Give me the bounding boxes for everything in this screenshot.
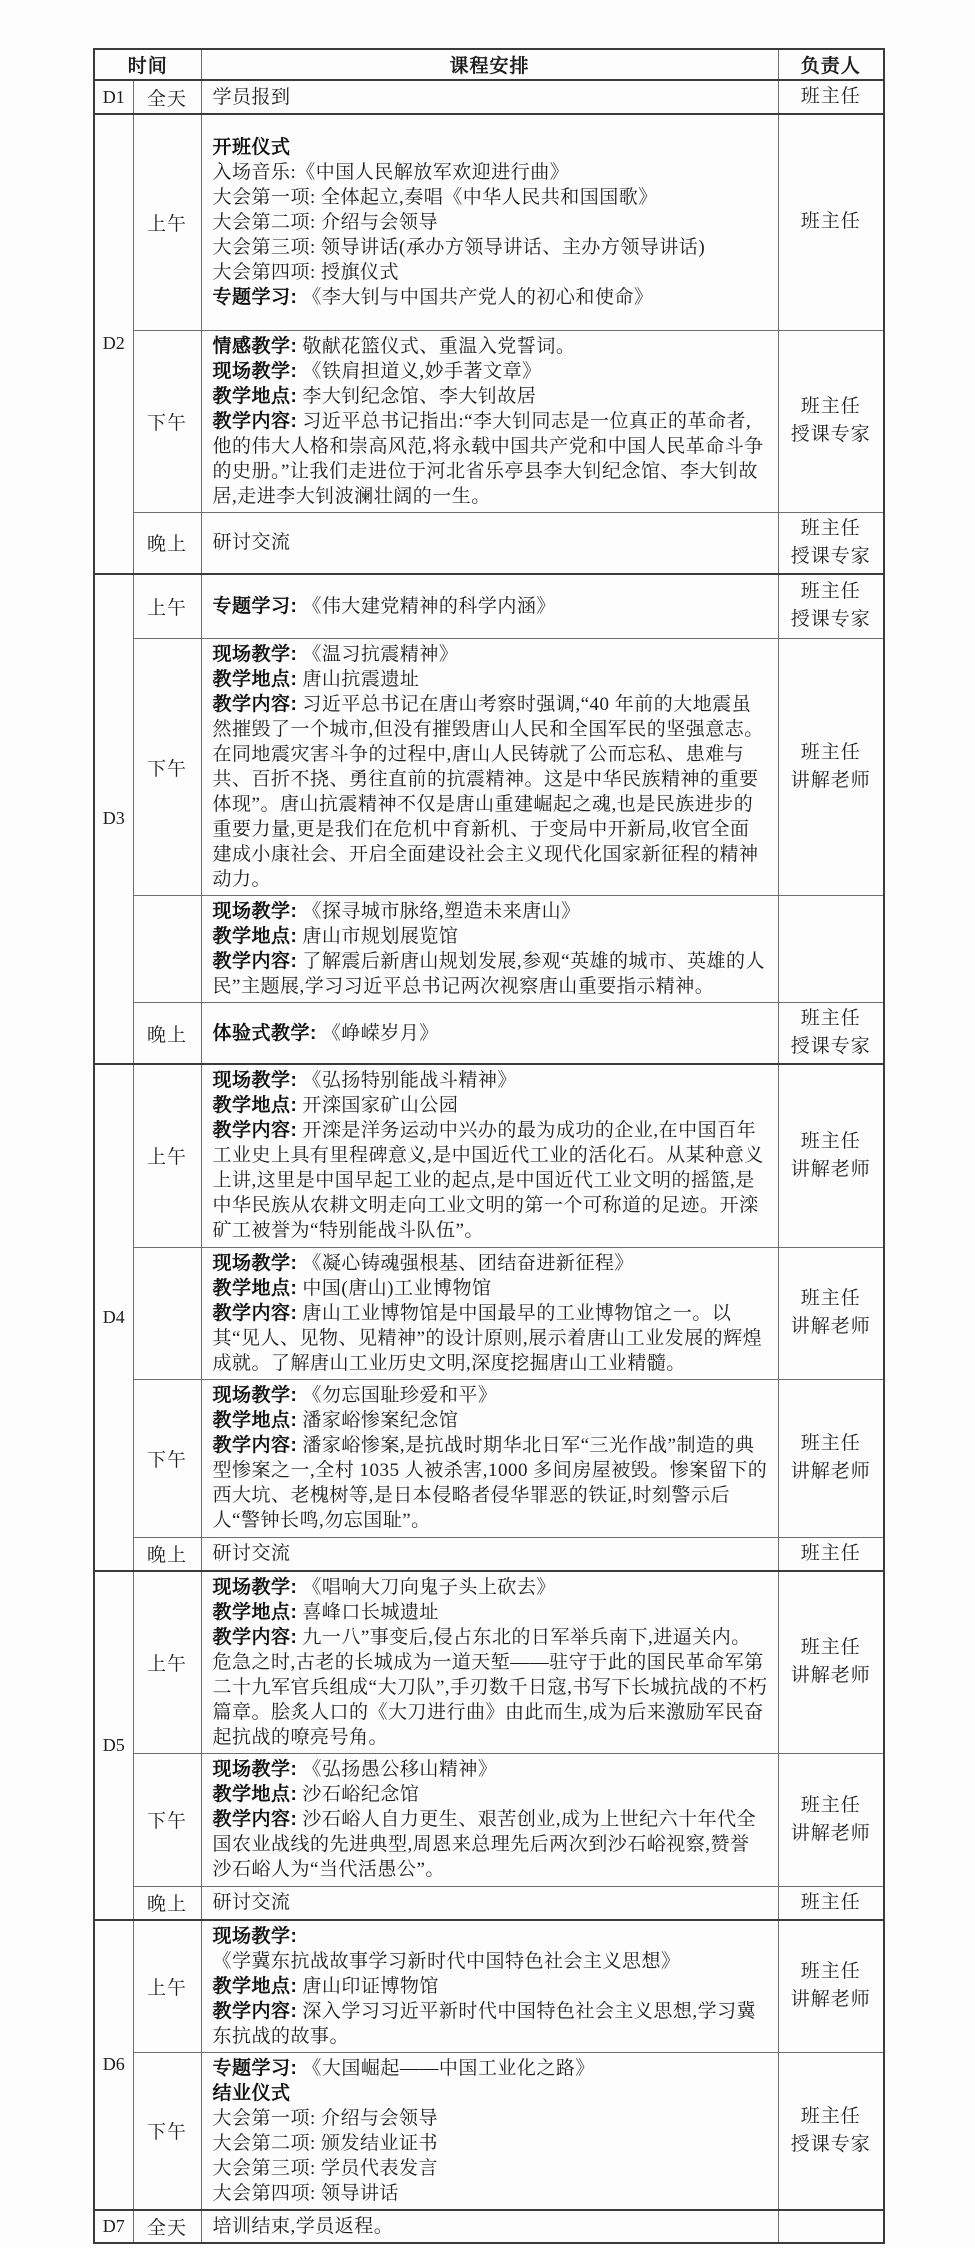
course-line [213, 1068, 768, 1093]
table-row [94, 1571, 884, 1754]
table-row [94, 1247, 884, 1379]
course-label: 教学内容: [212, 2000, 298, 2022]
course-line [213, 185, 768, 210]
table-row [94, 639, 884, 896]
course-line [213, 160, 768, 185]
manager-line: 班主任 [800, 517, 861, 539]
manager-line: 讲解老师 [790, 1989, 871, 2010]
course-label: 教学内容: [212, 951, 298, 972]
course-line [213, 1251, 768, 1276]
course-text: 唐山印证博物馆 [302, 1975, 439, 1997]
course-label: 教学内容: [212, 1809, 298, 1830]
course-cell [201, 639, 778, 896]
course-label: 教学内容: [212, 1626, 298, 1648]
course-line [213, 2081, 768, 2106]
course-text: 《弘扬特别能战斗精神》 [302, 1070, 517, 1092]
time-cell: 上午 [133, 1064, 201, 1247]
time-cell: 上午 [133, 114, 201, 330]
course-text: 习近平总书记指出:“李大钊同志是一位真正的革命者,他的伟大人格和崇高风范,将永载中国共产党和中国人民革命斗争的史册。”让我们走进位于河北省乐亭县李大钊纪念馆、李大钊故居,走进李大钊波澜壮阔的一生。 [212, 410, 764, 507]
manager-cell [778, 1753, 884, 1886]
course-text: 《伟大建党精神的科学内涵》 [302, 595, 556, 617]
course-text: 研讨交流 [212, 1543, 291, 1564]
time-cell: 下午 [133, 1753, 201, 1886]
course-line [213, 1924, 768, 1974]
course-line [213, 2156, 768, 2181]
course-line [213, 2056, 768, 2081]
course-label: 现场教学: [212, 901, 298, 922]
course-label: 教学地点: [212, 926, 298, 947]
course-label: 开班仪式 [212, 136, 291, 158]
manager-line: 班主任 [800, 1008, 861, 1029]
course-line [213, 1541, 768, 1566]
schedule-table [93, 48, 885, 2244]
course-label: 教学内容: [212, 1302, 298, 1324]
course-line [213, 85, 768, 110]
manager-line: 班主任 [800, 396, 861, 417]
course-line [213, 1600, 768, 1625]
course-text: 大会第三项: 学员代表发言 [212, 2157, 439, 2179]
course-line [213, 260, 768, 285]
manager-line: 班主任 [800, 1794, 861, 1816]
manager-cell [778, 1537, 884, 1571]
course-line [213, 1890, 768, 1915]
course-text: 《探寻城市脉络,塑造未来唐山》 [302, 901, 581, 922]
course-label: 教学地点: [212, 1095, 298, 1117]
course-label: 教学地点: [212, 1410, 298, 1431]
table-row [94, 896, 884, 1003]
manager-line: 班主任 [800, 742, 861, 763]
col-header-time: 时间 [94, 49, 201, 80]
manager-line: 班主任 [800, 581, 861, 603]
course-label: 现场教学: [212, 1070, 298, 1092]
manager-line: 授课专家 [790, 545, 871, 567]
course-cell [201, 1247, 778, 1379]
course-cell [201, 1571, 778, 1754]
course-text: 入场音乐:《中国人民解放军欢迎进行曲》 [212, 161, 570, 183]
day-cell: D1 [94, 80, 133, 114]
course-label: 教学地点: [212, 1277, 298, 1299]
time-cell: 下午 [133, 1379, 201, 1537]
course-text: 唐山市规划展览馆 [302, 926, 459, 947]
course-cell [201, 1064, 778, 1247]
course-text: 大会第一项: 全体起立,奏唱《中华人民共和国国歌》 [212, 186, 658, 208]
course-line [213, 1625, 768, 1750]
time-cell: 上午 [133, 574, 201, 639]
course-line [213, 334, 768, 359]
day-cell: D3 [94, 574, 133, 1065]
course-line [213, 1301, 768, 1376]
manager-line: 班主任 [800, 1288, 861, 1309]
course-cell [201, 1537, 778, 1571]
course-label: 教学地点: [212, 1784, 298, 1805]
course-cell [201, 1753, 778, 1886]
day-cell: D5 [94, 1571, 133, 1920]
course-line [213, 692, 768, 892]
course-cell [201, 1920, 778, 2053]
course-label: 现场教学: [212, 644, 298, 665]
course-line [213, 1433, 768, 1533]
course-label: 专题学习: [212, 286, 298, 308]
manager-line: 讲解老师 [790, 1158, 871, 1180]
time-cell: 下午 [133, 639, 201, 896]
course-label: 教学内容: [212, 1435, 298, 1456]
time-cell: 下午 [133, 330, 201, 512]
manager-cell [778, 1379, 884, 1537]
table-row [94, 1537, 884, 1571]
manager-cell [778, 2052, 884, 2210]
table-row [94, 2052, 884, 2210]
course-cell [201, 2210, 778, 2243]
course-text: 唐山抗震遗址 [302, 669, 420, 690]
manager-cell [778, 1920, 884, 2053]
course-label: 体验式教学: [212, 1022, 317, 1044]
course-label: 现场教学: [212, 1576, 298, 1598]
course-text: 中国(唐山)工业博物馆 [302, 1277, 492, 1299]
course-text: 李大钊纪念馆、李大钊故居 [302, 385, 537, 407]
course-cell [201, 1379, 778, 1537]
course-label: 教学地点: [212, 1975, 298, 1997]
course-line [213, 2214, 768, 2239]
course-line [213, 1093, 768, 1118]
course-line [213, 667, 768, 692]
course-line [213, 949, 768, 999]
course-line [213, 359, 768, 384]
manager-line: 讲解老师 [790, 770, 871, 791]
manager-cell [778, 1003, 884, 1065]
course-line [213, 409, 768, 509]
table-row [94, 2210, 884, 2243]
course-line [213, 2181, 768, 2206]
course-label: 现场教学: [212, 1759, 298, 1780]
course-line [213, 1118, 768, 1243]
course-line [213, 285, 768, 310]
course-line [213, 642, 768, 667]
manager-cell [778, 574, 884, 639]
manager-cell [778, 512, 884, 574]
course-text: 《勿忘国耻珍爱和平》 [302, 1385, 498, 1406]
manager-line: 班主任 [800, 86, 861, 107]
course-text: 《峥嵘岁月》 [321, 1022, 439, 1044]
manager-cell [778, 1064, 884, 1247]
course-label: 教学地点: [212, 1601, 298, 1623]
course-line [213, 1276, 768, 1301]
course-text: 唐山工业博物馆是中国最早的工业博物馆之一。以其“见人、见物、见精神”的设计原则,展示着唐山工业发展的辉煌成就。了解唐山工业历史文明,深度挖掘唐山工业精髓。 [212, 1302, 763, 1374]
table-row [94, 1753, 884, 1886]
time-cell: 下午 [133, 2052, 201, 2210]
manager-line: 讲解老师 [790, 1316, 871, 1337]
course-line [213, 2131, 768, 2156]
course-text: 《弘扬愚公移山精神》 [302, 1759, 498, 1780]
manager-cell [778, 330, 884, 512]
course-cell [201, 2052, 778, 2210]
table-row [94, 574, 884, 639]
manager-cell [778, 1886, 884, 1920]
manager-line: 班主任 [800, 1433, 861, 1454]
course-text: 大会第二项: 颁发结业证书 [212, 2132, 439, 2154]
course-line [213, 2106, 768, 2131]
course-label: 教学内容: [212, 410, 298, 432]
course-line [213, 1021, 768, 1046]
course-label: 专题学习: [212, 2057, 298, 2079]
course-line [213, 1807, 768, 1882]
course-cell [201, 512, 778, 574]
day-cell: D4 [94, 1064, 133, 1571]
course-text: 了解震后新唐山规划发展,参观“英雄的城市、英雄的人民”主题展,学习习近平总书记两次视察唐山重要指示精神。 [212, 951, 766, 997]
manager-line: 班主任 [800, 2105, 861, 2127]
course-line [213, 1383, 768, 1408]
manager-cell [778, 1571, 884, 1754]
manager-cell [778, 114, 884, 330]
time-cell [133, 896, 201, 1003]
course-text: 大会第四项: 领导讲话 [212, 2182, 400, 2204]
course-text: 《温习抗震精神》 [302, 644, 459, 665]
course-label: 教学地点: [212, 669, 298, 690]
course-text: 开滦国家矿山公园 [302, 1095, 459, 1117]
manager-line: 授课专家 [790, 2133, 871, 2155]
course-line [213, 594, 768, 619]
course-cell [201, 574, 778, 639]
course-line [213, 1999, 768, 2049]
manager-line: 班主任 [800, 1542, 861, 1564]
course-text: 敬献花篮仪式、重温入党誓词。 [302, 335, 576, 357]
course-text: 《学冀东抗战故事学习新时代中国特色社会主义思想》 [212, 1950, 681, 1972]
manager-line: 班主任 [800, 1891, 861, 1913]
time-cell: 晚上 [133, 1003, 201, 1065]
course-cell [201, 1886, 778, 1920]
course-line [213, 1757, 768, 1782]
time-cell: 上午 [133, 1571, 201, 1754]
course-text: 研讨交流 [212, 1892, 291, 1913]
manager-line: 班主任 [800, 1130, 861, 1152]
time-cell [133, 1247, 201, 1379]
course-text: 深入学习习近平新时代中国特色社会主义思想,学习冀东抗战的故事。 [212, 2000, 757, 2047]
course-line [213, 899, 768, 924]
manager-line: 班主任 [800, 1961, 861, 1982]
course-text: 沙石峪人自力更生、艰苦创业,成为上世纪六十年代全国农业战线的先进典型,周恩来总理先后两次到沙石峪视察,赞誉沙石峪人为“当代活愚公”。 [212, 1809, 757, 1880]
course-cell [201, 330, 778, 512]
course-cell [201, 1003, 778, 1065]
manager-line: 讲解老师 [790, 1665, 871, 1686]
course-line [213, 210, 768, 235]
course-cell [201, 896, 778, 1003]
course-text: 学员报到 [212, 86, 291, 108]
course-line [213, 924, 768, 949]
course-text: 《凝心铸魂强根基、团结奋进新征程》 [302, 1252, 634, 1274]
time-cell: 晚上 [133, 512, 201, 574]
course-text: 大会第四项: 授旗仪式 [212, 261, 400, 283]
day-cell: D7 [94, 2210, 133, 2243]
course-text: 《大国崛起——中国工业化之路》 [302, 2057, 595, 2079]
course-text: 习近平总书记在唐山考察时强调,“40 年前的大地震虽然摧毁了一个城市,但没有摧毁唐山人民和全国军民的坚强意志。在同地震灾害斗争的过程中,唐山人民铸就了公而忘私、患难与共、百折不挠、勇往直前的抗震精神。这是中华民族精神的重要体现”。唐山抗震精神不仅是唐山重建崛起之魂,也是民族进步的重要力量,更是我们在危机中育新机、于变局中开新局,收官全面建成小康社会、开启全面建设社会主义现代化国家新征程的精神动力。 [212, 694, 764, 890]
course-cell [201, 80, 778, 114]
manager-line: 讲解老师 [790, 1461, 871, 1482]
manager-cell [778, 2210, 884, 2243]
table-row [94, 1064, 884, 1247]
course-text: 九一八”事变后,侵占东北的日军举兵南下,进逼关内。危急之时,古老的长城成为一道天堑——驻守于此的国民革命军第二十九军官兵组成“大刀队”,手刃数千日寇,书写下长城抗战的不朽篇章。脍炙人口的《大刀进行曲》由此而生,成为后来激励军民奋起抗战的嘹亮号角。 [212, 1626, 768, 1748]
course-line [213, 1974, 768, 1999]
course-text: 开滦是洋务运动中兴办的最为成功的企业,在中国百年工业史上具有里程碑意义,是中国近代工业的活化石。从某种意义上讲,这里是中国早起工业的起点,是中国近代工业文明的摇篮,是中华民族从农耕文明走向工业文明的第一个可称道的足迹。开滦矿工被誉为“特别能战斗队伍”。 [212, 1120, 764, 1242]
course-cell [201, 114, 778, 330]
course-line [213, 235, 768, 260]
course-text: 大会第三项: 领导讲话(承办方领导讲话、主办方领导讲话) [212, 236, 706, 258]
table-row [94, 330, 884, 512]
table-row [94, 1003, 884, 1065]
time-cell: 上午 [133, 1920, 201, 2053]
table-row [94, 80, 884, 114]
time-cell: 晚上 [133, 1886, 201, 1920]
manager-line: 授课专家 [790, 1036, 871, 1057]
course-text: 大会第一项: 介绍与会领导 [212, 2107, 439, 2129]
manager-cell [778, 639, 884, 896]
time-cell: 全天 [133, 2210, 201, 2243]
time-cell: 晚上 [133, 1537, 201, 1571]
course-line [213, 135, 768, 160]
course-line [213, 1575, 768, 1600]
course-label: 教学地点: [212, 385, 298, 407]
table-row [94, 1886, 884, 1920]
manager-line: 班主任 [800, 1637, 861, 1658]
col-header-course: 课程安排 [201, 49, 778, 80]
schedule-table-body [94, 80, 884, 2243]
course-text: 大会第二项: 介绍与会领导 [212, 211, 439, 233]
course-label: 情感教学: [212, 335, 298, 357]
course-label: 现场教学: [212, 1925, 298, 1947]
day-cell: D2 [94, 114, 133, 574]
course-line [213, 1408, 768, 1433]
course-text: 沙石峪纪念馆 [302, 1784, 420, 1805]
course-line [213, 384, 768, 409]
manager-line: 授课专家 [790, 424, 871, 445]
course-label: 教学内容: [212, 694, 298, 715]
day-cell: D6 [94, 1920, 133, 2210]
table-row [94, 1920, 884, 2053]
manager-cell [778, 896, 884, 1003]
table-row [94, 1379, 884, 1537]
header-row [94, 49, 884, 80]
course-text: 研讨交流 [212, 532, 291, 553]
course-label: 现场教学: [212, 1385, 298, 1406]
course-text: 《李大钊与中国共产党人的初心和使命》 [302, 286, 654, 308]
manager-line: 授课专家 [790, 609, 871, 631]
course-text: 《唱响大刀向鬼子头上砍去》 [302, 1576, 556, 1598]
time-cell: 全天 [133, 80, 201, 114]
course-text: 潘家峪惨案,是抗战时期华北日军“三光作战”制造的典型惨案之一,全村 1035 人被杀害,1000 多间房屋被毁。惨案留下的西大坑、老槐树等,是日本侵略者侵华罪恶的铁证,时刻警示后人“警钟长鸣,勿忘国耻”。 [212, 1435, 768, 1531]
course-line [213, 530, 768, 555]
manager-cell [778, 80, 884, 114]
course-label: 教学内容: [212, 1120, 298, 1142]
table-row [94, 114, 884, 330]
course-label: 现场教学: [212, 360, 298, 382]
table-row [94, 512, 884, 574]
course-label: 结业仪式 [212, 2082, 291, 2104]
course-text: 培训结束,学员返程。 [212, 2215, 394, 2237]
course-text: 《铁肩担道义,妙手著文章》 [302, 360, 542, 382]
manager-cell [778, 1247, 884, 1379]
col-header-manager: 负责人 [778, 49, 884, 80]
course-label: 现场教学: [212, 1252, 298, 1274]
manager-line: 讲解老师 [790, 1822, 871, 1844]
course-text: 潘家峪惨案纪念馆 [302, 1410, 459, 1431]
manager-line: 班主任 [800, 211, 861, 233]
course-label: 专题学习: [212, 595, 298, 617]
course-line [213, 1782, 768, 1807]
course-text: 喜峰口长城遗址 [302, 1601, 439, 1623]
